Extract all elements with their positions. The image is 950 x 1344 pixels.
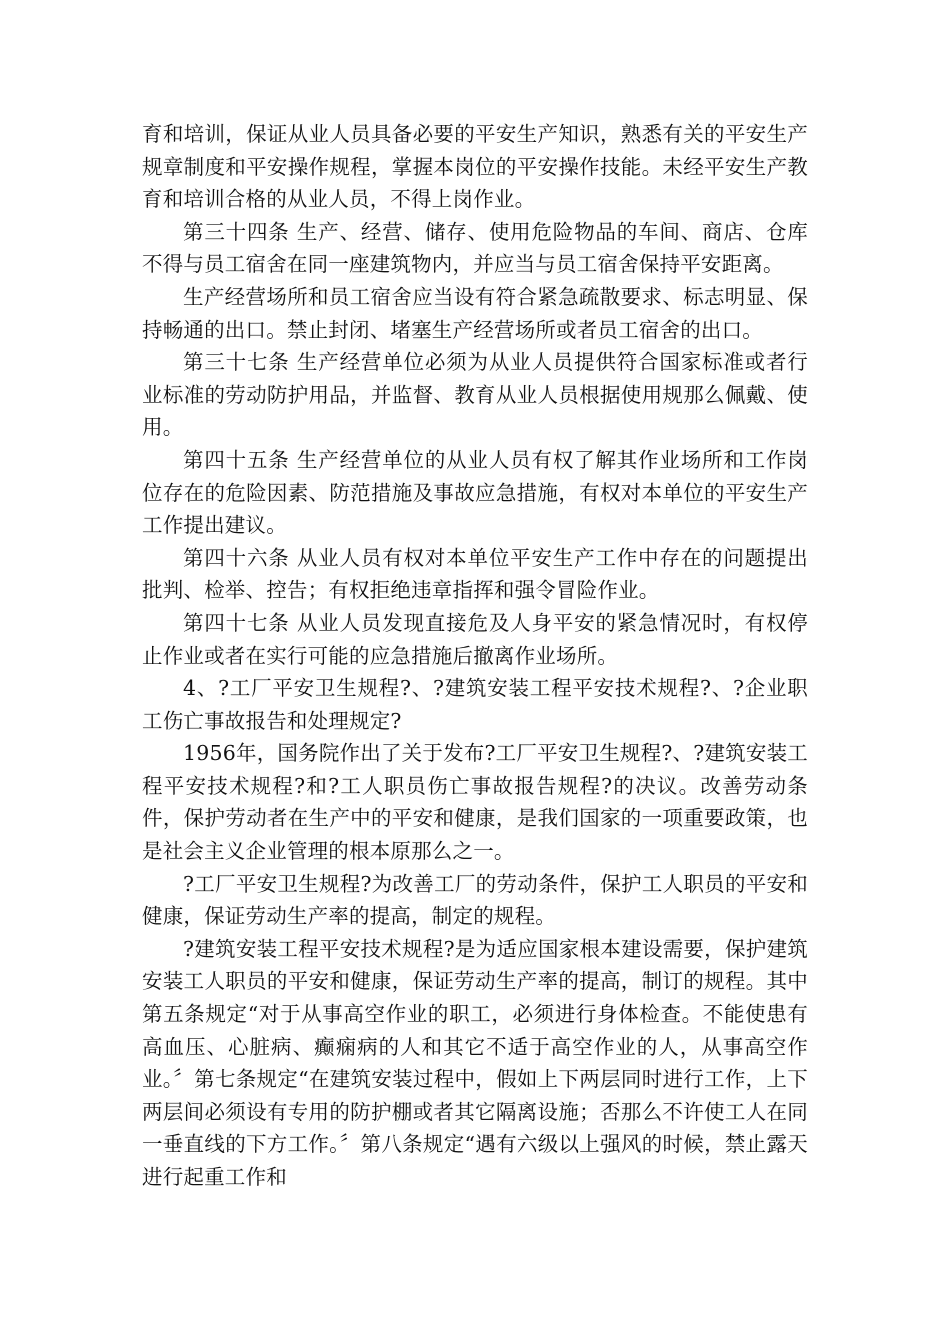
paragraph-factory-rules: ?工厂平安卫生规程?为改善工厂的劳动条件，保护工人职员的平安和健康，保证劳动生产率的提高，制定的规程。 (142, 871, 808, 929)
paragraph-construction-rules: ?建筑安装工程平安技术规程?是为适应国家根本建设需要，保护建筑安装工人职员的平安和健康，保证劳动生产率的提高，制订的规程。其中第五条规定“对于从事高空作业的职工，必须进行身体检查。不能使患有高血压、心脏病、癫痫病的人和其它不适于高空作业的人，从事高空作业。〞第七条规定“在建筑安装过程中，假如上下两层同时进行工作，上下两层间必须设有专用的防护棚或者其它隔离设施；否那么不许使工人在同一垂直线的下方工作。〞第八条规定“遇有六级以上强风的时候，禁止露天进行起重工作和 (142, 936, 808, 1189)
paragraph-exits: 生产经营场所和员工宿舍应当设有符合紧急疏散要求、标志明显、保持畅通的出口。禁止封闭、堵塞生产经营场所或者员工宿舍的出口。 (142, 284, 808, 342)
document-body (142, 118, 808, 1194)
paragraph-1956: 1956年，国务院作出了关于发布?工厂平安卫生规程?、?建筑安装工程平安技术规程?和?工人职员伤亡事故报告规程?的决议。改善劳动条件，保护劳动者在生产中的平安和健康，是我们国家的一项重要政策，也是社会主义企业管理的根本原那么之一。 (142, 741, 808, 864)
section-heading-4: 4、?工厂平安卫生规程?、?建筑安装工程平安技术规程?、?企业职工伤亡事故报告和处理规定? (142, 676, 808, 733)
paragraph-article-46: 第四十六条 从业人员有权对本单位平安生产工作中存在的问题提出批判、检举、控告；有权拒绝违章指挥和强令冒险作业。 (142, 545, 808, 603)
paragraph-article-37: 第三十七条 生产经营单位必须为从业人员提供符合国家标准或者行业标准的劳动防护用品，并监督、教育从业人员根据使用规那么佩戴、使用。 (142, 350, 808, 440)
paragraph-article-34: 第三十四条 生产、经营、储存、使用危险物品的车间、商店、仓库不得与员工宿舍在同一座建筑物内，并应当与员工宿舍保持平安距离。 (142, 219, 808, 277)
paragraph-article-45: 第四十五条 生产经营单位的从业人员有权了解其作业场所和工作岗位存在的危险因素、防范措施及事故应急措施，有权对本单位的平安生产工作提出建议。 (142, 447, 808, 538)
paragraph-article-47: 第四十七条 从业人员发现直接危及人身平安的紧急情况时，有权停止作业或者在实行可能的应急措施后撤离作业场所。 (142, 610, 808, 668)
paragraph-1: 育和培训，保证从业人员具备必要的平安生产知识，熟悉有关的平安生产规章制度和平安操作规程，掌握本岗位的平安操作技能。未经平安生产教育和培训合格的从业人员，不得上岗作业。 (142, 122, 808, 212)
